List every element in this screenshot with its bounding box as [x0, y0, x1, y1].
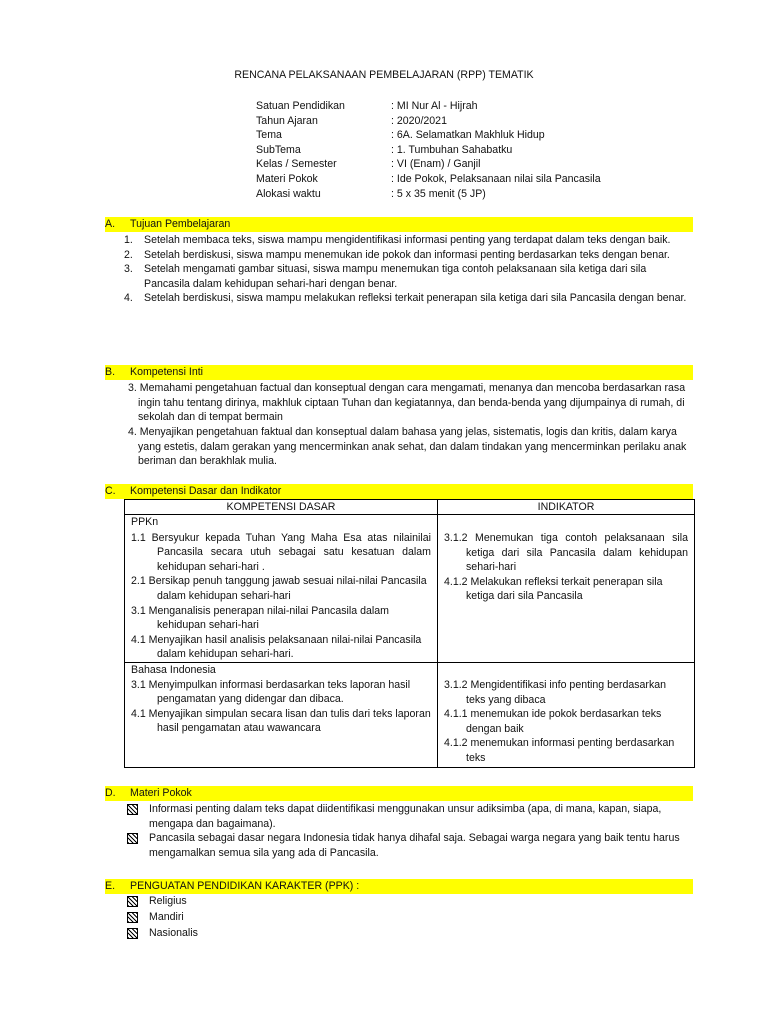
kd-cell	[125, 515, 438, 663]
document-title: RENCANA PELAKSANAAN PEMBELAJARAN (RPP) TEMATIK	[234, 69, 534, 81]
meta-value: : Ide Pokok, Pelaksanaan nilai sila Pancasila	[391, 172, 601, 185]
list-item	[127, 802, 694, 831]
list-item	[127, 831, 694, 860]
competence-indicator-table	[124, 499, 695, 768]
meta-row	[256, 128, 601, 143]
indicator-cell	[438, 515, 695, 663]
meta-row	[256, 157, 601, 172]
item-text: Mandiri	[149, 911, 184, 923]
kd-item: 2.1 Bersikap penuh tanggung jawab sesuai nilai-nilai Pancasila dalam kehidupan sehari-hari	[131, 575, 427, 602]
meta-row	[256, 99, 601, 114]
section-letter: E.	[105, 880, 116, 892]
section-title: Materi Pokok	[130, 787, 192, 799]
indicator-item: 3.1.2 Menemukan tiga contoh pelaksanaan sila ketiga dari sila Pancasila dalam kehidupan sehari-hari	[444, 532, 688, 574]
list-item	[124, 291, 694, 306]
section-letter: D.	[105, 787, 116, 799]
item-text: Religius	[149, 895, 187, 907]
subject-label: Bahasa Indonesia	[131, 664, 216, 676]
indicator-item: 4.1.2 Melakukan refleksi terkait penerapan sila ketiga dari sila Pancasila	[444, 575, 663, 603]
checkbox-bullet-icon	[127, 912, 138, 923]
meta-key: SubTema	[256, 143, 301, 156]
meta-row	[256, 187, 601, 202]
list-item	[127, 910, 694, 926]
kd-cell	[125, 663, 438, 768]
item-number: 3.	[124, 263, 133, 276]
checkbox-bullet-icon	[127, 896, 138, 907]
section-title: PENGUATAN PENDIDIKAN KARAKTER (PPK) :	[130, 880, 360, 892]
indicator-item: 4.1.1 menemukan ide pokok berdasarkan teks dengan baik	[444, 708, 662, 735]
meta-row	[256, 143, 601, 158]
section-letter: A.	[105, 218, 116, 230]
meta-value: : VI (Enam) / Ganjil	[391, 158, 481, 171]
meta-value: : 2020/2021	[391, 114, 447, 127]
item-text: Setelah membaca teks, siswa mampu mengidentifikasi informasi penting yang terdapat dalam teks dengan baik.	[144, 234, 671, 246]
list-item	[124, 262, 694, 291]
item-number: 1.	[124, 234, 133, 246]
meta-key: Tahun Ajaran	[256, 114, 318, 127]
list-item	[124, 233, 694, 248]
meta-key: Materi Pokok	[256, 172, 318, 185]
kd-item: 4.1 Menyajikan simpulan secara lisan dan tulis dari teks laporan hasil pengamatan atau wawancara	[131, 707, 431, 735]
meta-value: : 5 x 35 menit (5 JP)	[391, 187, 486, 200]
meta-key: Satuan Pendidikan	[256, 100, 345, 112]
section-a-heading	[105, 217, 693, 232]
item-text: Setelah berdiskusi, siswa mampu menemukan ide pokok dan informasi penting berdasarkan teks dengan benar.	[144, 248, 670, 261]
subject-label: PPKn	[131, 516, 159, 528]
section-title: Kompetensi Dasar dan Indikator	[130, 485, 282, 497]
section-title: Tujuan Pembelajaran	[130, 218, 231, 230]
item-text: Informasi penting dalam teks dapat diidentifikasi menggunakan unsur adiksimba (apa, di mana, kapan, siapa, mengapa dan bagaimana).	[149, 803, 662, 830]
indicator-item: 4.1.2 menemukan informasi penting berdasarkan teks	[444, 737, 675, 764]
checkbox-bullet-icon	[127, 804, 138, 815]
meta-value: : MI Nur Al - Hijrah	[391, 100, 478, 112]
section-letter: C.	[105, 485, 116, 497]
table-header-row	[125, 500, 695, 515]
kd-item: 3.1 Menganalisis penerapan nilai-nilai Pancasila dalam kehidupan sehari-hari	[131, 604, 389, 632]
meta-key: Tema	[256, 129, 282, 142]
table-row	[125, 663, 695, 768]
main-material-list	[127, 802, 694, 860]
meta-key: Alokasi waktu	[256, 187, 321, 200]
section-b-heading	[105, 365, 693, 380]
table-row	[125, 515, 695, 663]
section-letter: B.	[105, 366, 116, 378]
list-item	[124, 248, 694, 263]
kd-item: 3.1 Menyimpulkan informasi berdasarkan teks laporan hasil pengamatan yang didengar dan dibaca.	[131, 678, 411, 706]
checkbox-bullet-icon	[127, 928, 138, 939]
item-text: Pancasila sebagai dasar negara Indonesia tidak hanya dihafal saja. Sebagai warga negara yang baik tentu harus mengamalkan semua sila yang ada di Pancasila.	[149, 832, 680, 859]
core-competence-4	[128, 425, 694, 469]
item-number: 2.	[124, 248, 133, 261]
item-text: Setelah berdiskusi, siswa mampu melakukan refleksi terkait penerapan sila ketiga dari sila Pancasila dengan benar.	[144, 292, 687, 305]
core-competence-text: 4. Menyajikan pengetahuan faktual dan konseptual dalam bahasa yang jelas, sistematis, logis dan kritis, dalam karya yang estetis, dalam gerakan yang mencerminkan anak sehat, dan dalam tindakan yang mencerminkan perilaku anak beriman dan berakhlak mulia.	[128, 426, 687, 468]
kd-item: 1.1 Bersyukur kepada Tuhan Yang Maha Esa atas nilainilai Pancasila secara utuh sebagai satu kesatuan dalam kehidupan sehari-hari .	[131, 531, 431, 573]
section-title: Kompetensi Inti	[130, 366, 204, 378]
item-text: Nasionalis	[149, 927, 198, 939]
learning-objectives-list	[124, 233, 694, 306]
column-header-indicator: INDIKATOR	[438, 500, 695, 515]
list-item	[127, 894, 694, 910]
meta-value: : 1. Tumbuhan Sahabatku	[391, 143, 513, 156]
meta-value: : 6A. Selamatkan Makhluk Hidup	[391, 129, 545, 142]
identity-block	[256, 99, 601, 201]
list-item	[127, 926, 694, 942]
core-competence-3	[128, 381, 694, 425]
item-number: 4.	[124, 292, 133, 305]
indicator-item: 3.1.2 Mengidentifikasi info penting berdasarkan teks yang dibaca	[444, 679, 667, 706]
meta-row	[256, 114, 601, 129]
indicator-cell	[438, 663, 695, 768]
checkbox-bullet-icon	[127, 833, 138, 844]
kd-item: 4.1 Menyajikan hasil analisis pelaksanaan nilai-nilai Pancasila dalam kehidupan sehari-hari.	[131, 633, 422, 661]
section-d-heading	[105, 786, 693, 801]
column-header-kd: KOMPETENSI DASAR	[125, 500, 438, 515]
meta-key: Kelas / Semester	[256, 158, 337, 171]
meta-row	[256, 172, 601, 187]
core-competence-text: 3. Memahami pengetahuan factual dan konseptual dengan cara mengamati, menanya dan mencoba berdasarkan rasa ingin tahu tentang dirinya, makhluk ciptaan Tuhan dan kegiatannya, dan benda-benda yang dijumpainya di rumah, di sekolah dan di tempat bermain	[128, 382, 686, 424]
section-c-heading	[105, 484, 693, 499]
character-education-list	[127, 894, 694, 942]
section-e-heading	[105, 879, 693, 894]
item-text: Setelah mengamati gambar situasi, siswa mampu menemukan tiga contoh pelaksanaan sila ketiga dari sila Pancasila dalam kehidupan sehari-hari dengan benar.	[144, 263, 647, 290]
